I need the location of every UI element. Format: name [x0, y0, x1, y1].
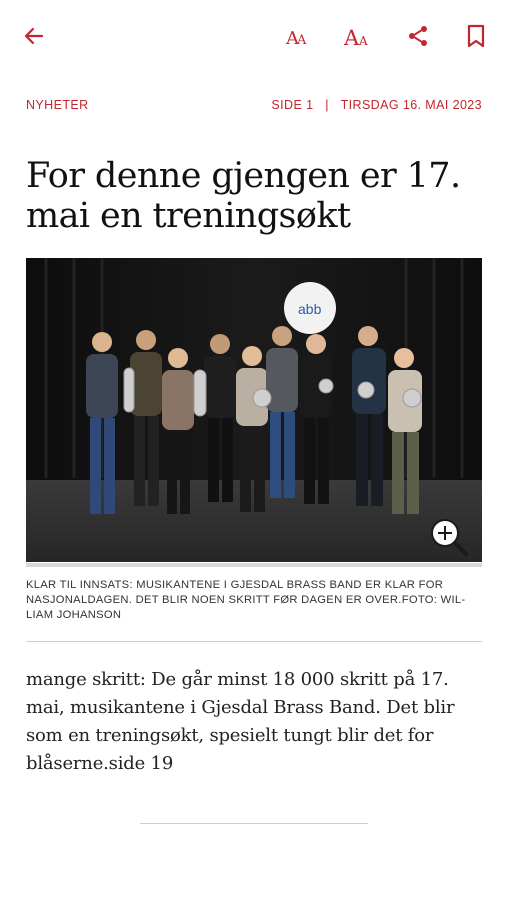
bookmark-icon	[465, 24, 487, 48]
article-body: mange skritt: De går minst 18 000 skritt på 17. mai, musikantene i Gjesdal Brass Band. Det blir som en treningsøkt, spesielt tungt blir det for blåserne.side 19	[26, 669, 455, 774]
svg-text:A: A	[286, 28, 299, 48]
article-end-divider	[140, 823, 368, 824]
text-size-increase-button[interactable]	[340, 18, 376, 54]
text-size-increase-icon	[344, 24, 372, 48]
publish-date: TIRSDAG 16. MAI 2023	[340, 98, 482, 112]
photo-caption: KLAR TIL INNSATS: MUSIKANTENE I GJESDAL BRASS BAND ER KLAR FOR NASJONALDAGEN. DET BLIR NOEN SKRITT FØR DAGEN ER OVER.FOTO: WILLIAM JOHANSON	[26, 579, 466, 621]
zoom-button[interactable]	[428, 516, 470, 558]
meta-separator: |	[325, 98, 329, 112]
article-headline: For denne gjengen er 17. mai en treningsøkt	[26, 156, 461, 236]
band-members	[86, 326, 422, 514]
svg-text:A: A	[359, 34, 368, 48]
arrow-left-icon	[22, 24, 46, 48]
text-size-decrease-icon	[284, 24, 312, 48]
text-size-decrease-button[interactable]	[280, 18, 316, 54]
share-button[interactable]	[400, 18, 436, 54]
bookmark-button[interactable]	[458, 18, 494, 54]
article-meta	[26, 98, 482, 114]
band-logo: abb	[298, 301, 322, 317]
top-toolbar	[0, 0, 506, 70]
svg-text:A: A	[344, 26, 360, 48]
back-button[interactable]	[16, 18, 52, 54]
share-icon	[406, 24, 430, 48]
section-label: NYHETER	[26, 98, 89, 112]
page-date	[271, 98, 482, 112]
caption-divider	[26, 641, 482, 642]
page-number: SIDE 1	[271, 98, 314, 112]
zoom-in-icon	[428, 516, 470, 558]
band-photo-image	[26, 258, 482, 562]
article-photo[interactable]	[26, 258, 482, 562]
photo-divider	[26, 563, 482, 567]
svg-text:A: A	[297, 33, 307, 48]
